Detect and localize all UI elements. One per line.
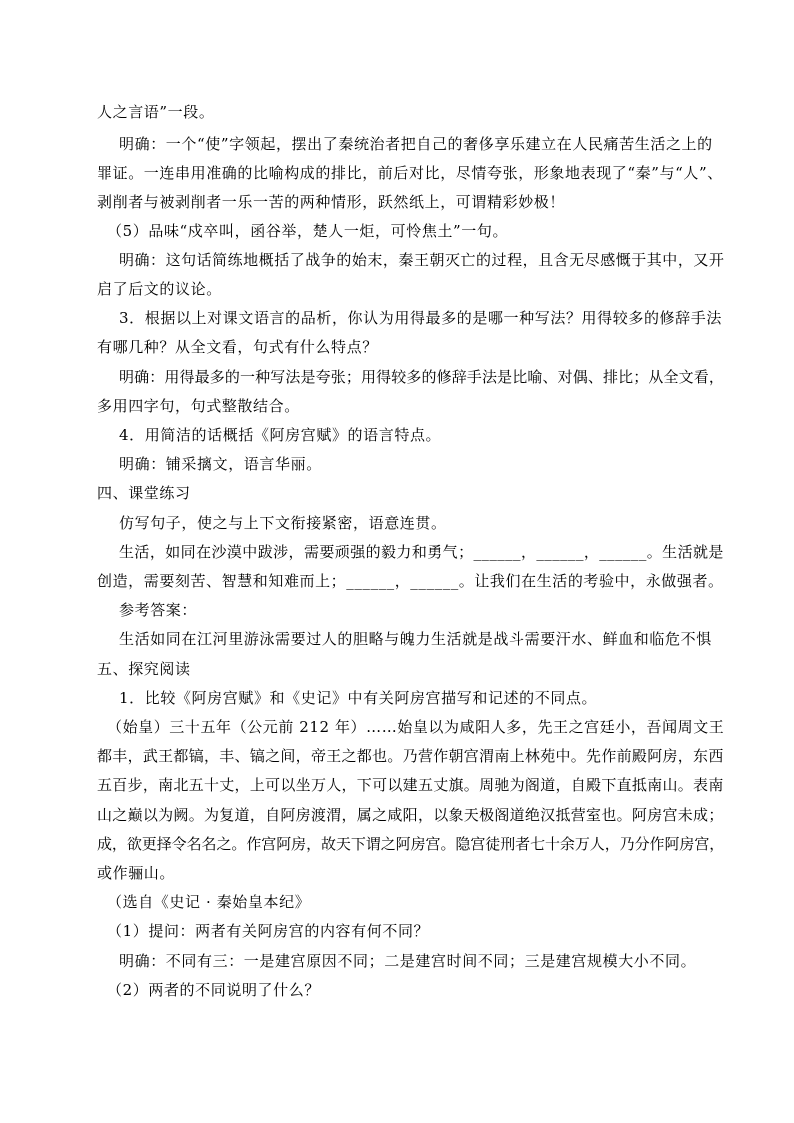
text-line: 罪证。一连串用准确的比喻构成的排比，前后对比，尽情夸张，形象地表现了“秦”与“人”、 [97, 164, 723, 182]
text-line: 创造，需要刻苦、智慧和知难而上；______，______。让我们在生活的考验中，永做强者。 [97, 572, 724, 590]
text-line: 成，欲更择令名名之。作宫阿房，故天下谓之阿房宫。隐宫徒刑者七十余万人，乃分作阿房宫， [97, 835, 725, 853]
section-heading: 五、探究阅读 [97, 660, 191, 678]
text-line: （始皇）三十五年（公元前 212 年）……始皇以为咸阳人多，先王之宫廷小，吾闻周文王 [107, 718, 725, 736]
text-line: 五百步，南北五十丈，上可以坐万人，下可以建五丈旗。周驰为阁道，自殿下直抵南山。表南 [97, 776, 724, 794]
text-line: 参考答案： [119, 601, 198, 619]
text-line: （选自《史记 · 秦始皇本纪》 [107, 893, 311, 911]
text-line: 1．比较《阿房宫赋》和《史记》中有关阿房宫描写和记述的不同点。 [119, 689, 598, 707]
text-line: 生活如同在江河里游泳需要过人的胆略与魄力生活就是战斗需要汗水、鲜血和临危不惧 [119, 630, 712, 648]
text-line: （5）品味“戍卒叫，函谷举，楚人一炬，可怜焦土”一句。 [107, 222, 509, 240]
text-line: 生活，如同在沙漠中跋涉，需要顽强的毅力和勇气；______，______，______。生活就是 [119, 543, 724, 561]
text-line: 或作骊山。 [97, 864, 176, 882]
text-line: 剥削者与被剥削者一乐一苦的两种情形，跃然纸上，可谓精彩妙极！ [97, 193, 566, 211]
text-line: 仿写句子，使之与上下文衔接紧密，语意连贯。 [119, 514, 447, 532]
text-line: 明确：用得最多的一种写法是夸张；用得较多的修辞手法是比喻、对偶、排比；从全文看， [119, 368, 725, 386]
text-line: （2）两者的不同说明了什么？ [107, 981, 320, 999]
section-heading: 四、课堂练习 [97, 484, 191, 502]
text-line: 明确：一个“使”字领起，摆出了秦统治者把自己的奢侈享乐建立在人民痛苦生活之上的 [119, 135, 713, 153]
text-line: 明确：这句话简练地概括了战争的始末，秦王朝灭亡的过程，且含无尽感慨于其中，又开 [119, 251, 725, 269]
text-line: 山之巅以为阙。为复道，自阿房渡渭，属之咸阳，以象天极阁道绝汉抵营室也。阿房宫未成； [97, 806, 724, 824]
text-line: 启了后文的议论。 [97, 280, 222, 298]
text-line: 3．根据以上对课文语言的品析，你认为用得最多的是哪一种写法？用得较多的修辞手法 [119, 309, 722, 327]
text-line: 4．用简洁的话概括《阿房宫赋》的语言特点。 [119, 426, 442, 444]
text-line: 明确：不同有三：一是建宫原因不同；二是建宫时间不同；三是建宫规模大小不同。 [119, 952, 697, 970]
text-line: 都丰，武王都镐，丰、镐之间，帝王之都也。乃营作朝宫渭南上林苑中。先作前殿阿房，东西 [97, 747, 724, 765]
text-line: 多用四字句，句式整散结合。 [97, 397, 300, 415]
text-line: 人之言语”一段。 [97, 103, 215, 121]
text-line: （1）提问：两者有关阿房宫的内容有何不同？ [107, 922, 430, 940]
text-line: 明确：铺采摛文，语言华丽。 [119, 455, 322, 473]
text-line: 有哪几种？从全文看，句式有什么特点？ [97, 338, 378, 356]
